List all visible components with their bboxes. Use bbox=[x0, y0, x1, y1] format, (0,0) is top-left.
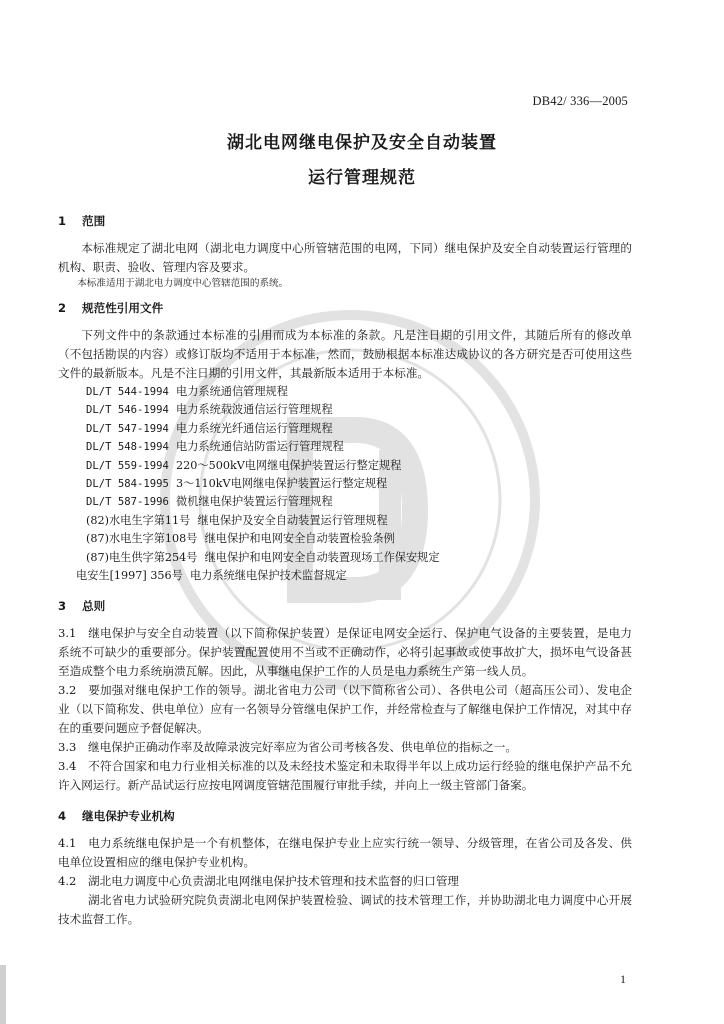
clause-4-1: 4.1 电力系统继电保护是一个有机整体，在继电保护专业上应实行统一领导、分级管理，在省公司及各发、供电单位设置相应的继电保护专业机构。 bbox=[58, 836, 632, 870]
clause-4-2: 4.2 湖北电力调度中心负责湖北电网继电保护技术管理和技术监督的归口管理 bbox=[58, 874, 460, 889]
document-title: 湖北电网继电保护及安全自动装置 bbox=[227, 133, 497, 153]
section-heading-organization: 4 继电保护专业机构 bbox=[58, 809, 175, 824]
document-body bbox=[58, 204, 632, 929]
reference-item: 电安生[1997] 356号 电力系统继电保护技术监督规定 bbox=[76, 569, 347, 583]
document-number: DB42/ 336—2005 bbox=[532, 94, 628, 108]
clause-3-4: 3.4 不符合国家和电力行业相关标准的以及未经技术鉴定和未取得半年以上成功运行经验的继电保护产品不允许入网运行。新产品试运行应按电网调度管辖范围履行审批手续，并向上一级主管部门备案。 bbox=[58, 759, 632, 793]
clause-3-3: 3.3 继电保护正确动作率及故障录波完好率应为省公司考核各发、供电单位的指标之一。 bbox=[58, 740, 517, 755]
reference-item: DL/T 547-1994 电力系统光纤通信运行管理规程 bbox=[86, 421, 333, 435]
reference-item: DL/T 544-1994 电力系统通信管理规程 bbox=[86, 385, 288, 398]
reference-item: DL/T 587-1996 微机继电保护装置运行管理规程 bbox=[86, 495, 333, 509]
reference-item: (82)水电生字第11号 继电保护及安全自动装置运行管理规程 bbox=[86, 513, 388, 527]
references-intro: 下列文件中的条款通过本标准的引用而成为本标准的条款。凡是注日期的引用文件，其随后所有的修改单（不包括勘误的内容）或修订版均不适用于本标准，然而，鼓励根据本标准达成协议的各方研究是否可使用这些文件的最新版本。凡是不注日期的引用文件，其最新版本适用于本标准。 bbox=[58, 328, 632, 380]
section-heading-general: 3 总则 bbox=[58, 599, 106, 614]
clause-3-1: 3.1 继电保护与安全自动装置（以下简称保护装置）是保证电网安全运行、保护电气设备的主要装置，是电力系统不可缺少的重要部分。保护装置配置使用不当或不正确动作，必将引起事故或使事故扩大，损坏电气设备甚至造成整个电力系统崩溃瓦解。因此，从事继电保护工作的人员是电力系统生产第一线人员。 bbox=[58, 626, 632, 679]
section-heading-scope: 1 范围 bbox=[58, 214, 106, 228]
reference-list bbox=[76, 383, 632, 585]
page-number: 1 bbox=[620, 972, 626, 986]
document-subtitle: 运行管理规范 bbox=[308, 168, 416, 188]
reference-item: (87)水电生字第108号 继电保护和电网安全自动装置检验条例 bbox=[86, 532, 395, 546]
clause-3-2: 3.2 要加强对继电保护工作的领导。湖北省电力公司（以下简称省公司）、各供电公司（超高压公司）、发电企业（以下简称发、供电单位）应有一名领导分管继电保护工作，并经常检查与了解继电保护工作情况，对其中存在的重要问题应予督促解决。 bbox=[58, 683, 632, 736]
scan-edge-shadow bbox=[0, 965, 6, 1024]
reference-item: DL/T 584-1995 3～110kV电网继电保护装置运行整定规程 bbox=[86, 477, 388, 491]
reference-item: DL/T 546-1994 电力系统载波通信运行管理规程 bbox=[86, 403, 333, 417]
reference-item: DL/T 548-1994 电力系统通信站防雷运行管理规程 bbox=[86, 440, 344, 454]
reference-item: (87)电生供字第254号 继电保护和电网安全自动装置现场工作保安规定 bbox=[86, 550, 440, 564]
reference-item: DL/T 559-1994 220～500kV电网继电保护装置运行整定规程 bbox=[86, 458, 402, 472]
section-heading-references: 2 规范性引用文件 bbox=[58, 301, 164, 315]
scope-applicability: 本标准适用于湖北电力调度中心管辖范围的系统。 bbox=[77, 278, 289, 289]
clause-4-2-continuation: 湖北省电力试验研究院负责湖北电网保护装置检验、调试的技术管理工作，并协助湖北电力调度中心开展技术监督工作。 bbox=[58, 893, 632, 927]
scope-paragraph: 本标准规定了湖北电网（湖北电力调度中心所管辖范围的电网，下同）继电保护及安全自动装置运行管理的机构、职责、验收、管理内容及要求。 bbox=[58, 241, 632, 274]
